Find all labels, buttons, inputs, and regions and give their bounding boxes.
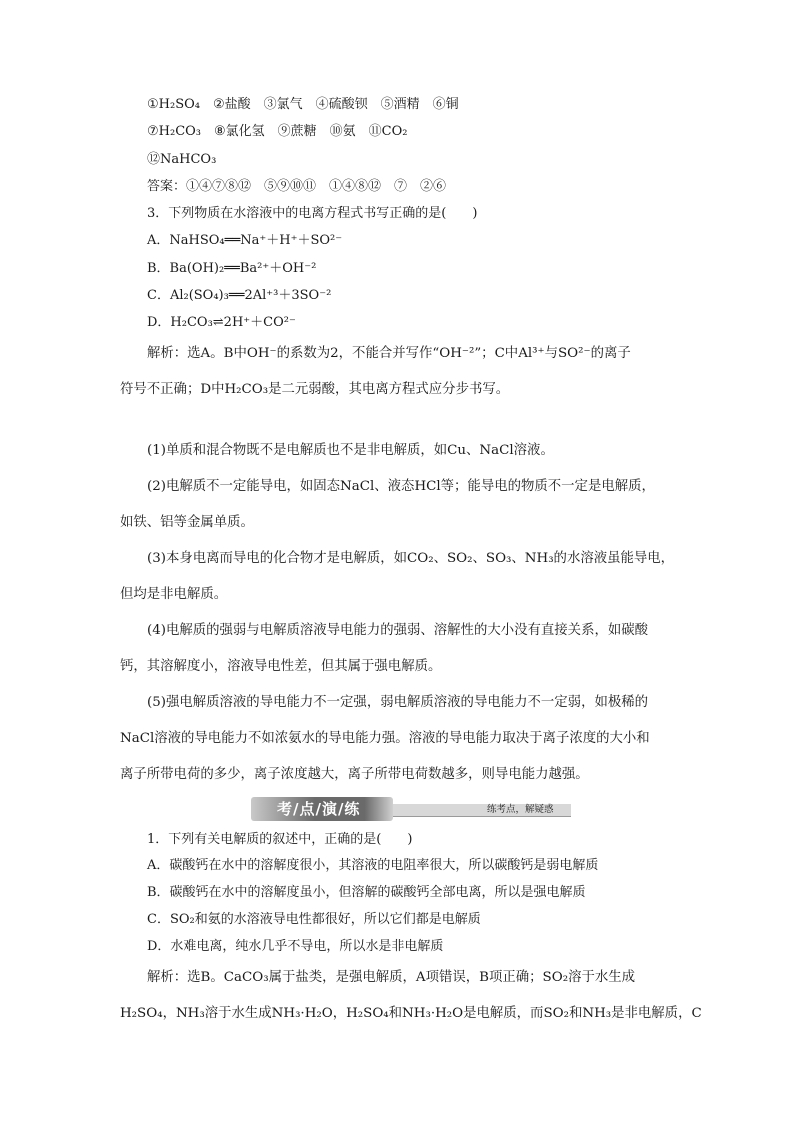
analysis-line: 符号不正确；D中H₂CO₃是二元弱酸，其电离方程式应分步书写。: [120, 382, 510, 397]
text-line: ⑦H₂CO₃ ⑧氯化氢 ⑨蔗糖 ⑩氨 ⑪CO₂: [147, 124, 408, 139]
note-line: 钙，其溶解度小，溶液导电性差，但其属于强电解质。: [120, 659, 442, 674]
answer-line: 答案：①④⑦⑧⑫ ⑤⑨⑩⑪ ①④⑧⑫ ⑦ ②⑥: [147, 179, 447, 194]
note-line: (4)电解质的强弱与电解质溶液导电能力的强弱、溶解性的大小没有直接关系，如碳酸: [147, 623, 649, 638]
option-b: B．碳酸钙在水中的溶解度虽小，但溶解的碳酸钙全部电离，所以是强电解质: [147, 885, 586, 900]
note-line: 离子所带电荷的多少，离子浓度越大，离子所带电荷数越多，则导电能力越强。: [120, 767, 589, 782]
option-a: A．碳酸钙在水中的溶解度很小，其溶液的电阻率很大，所以碳酸钙是弱电解质: [147, 858, 599, 873]
text-line: ⑫NaHCO₃: [147, 152, 217, 167]
question-1: 1．下列有关电解质的叙述中，正确的是( ): [147, 832, 413, 847]
note-line: 如铁、铝等金属单质。: [120, 515, 254, 530]
option-c: C．Al₂(SO₄)₃══2Al⁺³＋3SO⁻²: [147, 288, 332, 303]
analysis-line: 解析：选B。CaCO₃属于盐类，是强电解质，A项错误，B项正确；SO₂溶于水生成: [147, 970, 636, 985]
analysis-line: 解析：选A。B中OH⁻的系数为2，不能合并写作“OH⁻²”；C中Al³⁺与SO²⁻的离子: [147, 346, 631, 361]
analysis-line: H₂SO₄，NH₃溶于水生成NH₃·H₂O，H₂SO₄和NH₃·H₂O是电解质，而SO₂和NH₃是非电解质，C: [120, 1006, 702, 1021]
note-line: (1)单质和混合物既不是电解质也不是非电解质，如Cu、NaCl溶液。: [147, 443, 554, 458]
option-b: B．Ba(OH)₂══Ba²⁺＋OH⁻²: [147, 261, 317, 276]
option-c: C．SO₂和氨的水溶液导电性都很好，所以它们都是电解质: [147, 912, 481, 927]
option-d: D．H₂CO₃⇌2H⁺＋CO²⁻: [147, 315, 296, 330]
section-banner: [251, 797, 571, 821]
banner-title: 考/点/演/练: [277, 800, 361, 818]
note-line: 但均是非电解质。: [120, 587, 228, 602]
option-a: A．NaHSO₄══Na⁺＋H⁺＋SO²⁻: [147, 233, 343, 248]
note-line: (2)电解质不一定能导电，如固态NaCl、液态HCl等；能导电的物质不一定是电解质，: [147, 479, 655, 494]
note-line: (5)强电解质溶液的导电能力不一定强，弱电解质溶液的导电能力不一定弱，如极稀的: [147, 695, 649, 710]
option-d: D．水难电离，纯水几乎不导电，所以水是非电解质: [147, 939, 444, 954]
text-line: ①H₂SO₄ ②盐酸 ③氯气 ④硫酸钡 ⑤酒精 ⑥铜: [147, 97, 459, 112]
banner-subtitle: 练考点，解疑惑: [487, 804, 554, 815]
question-3: 3．下列物质在水溶液中的电离方程式书写正确的是( ): [147, 206, 478, 221]
note-line: NaCl溶液的导电能力不如浓氨水的导电能力强。溶液的导电能力取决于离子浓度的大小和: [120, 731, 650, 746]
note-line: (3)本身电离而导电的化合物才是电解质，如CO₂、SO₂、SO₃、NH₃的水溶液虽能导电，: [147, 551, 675, 566]
